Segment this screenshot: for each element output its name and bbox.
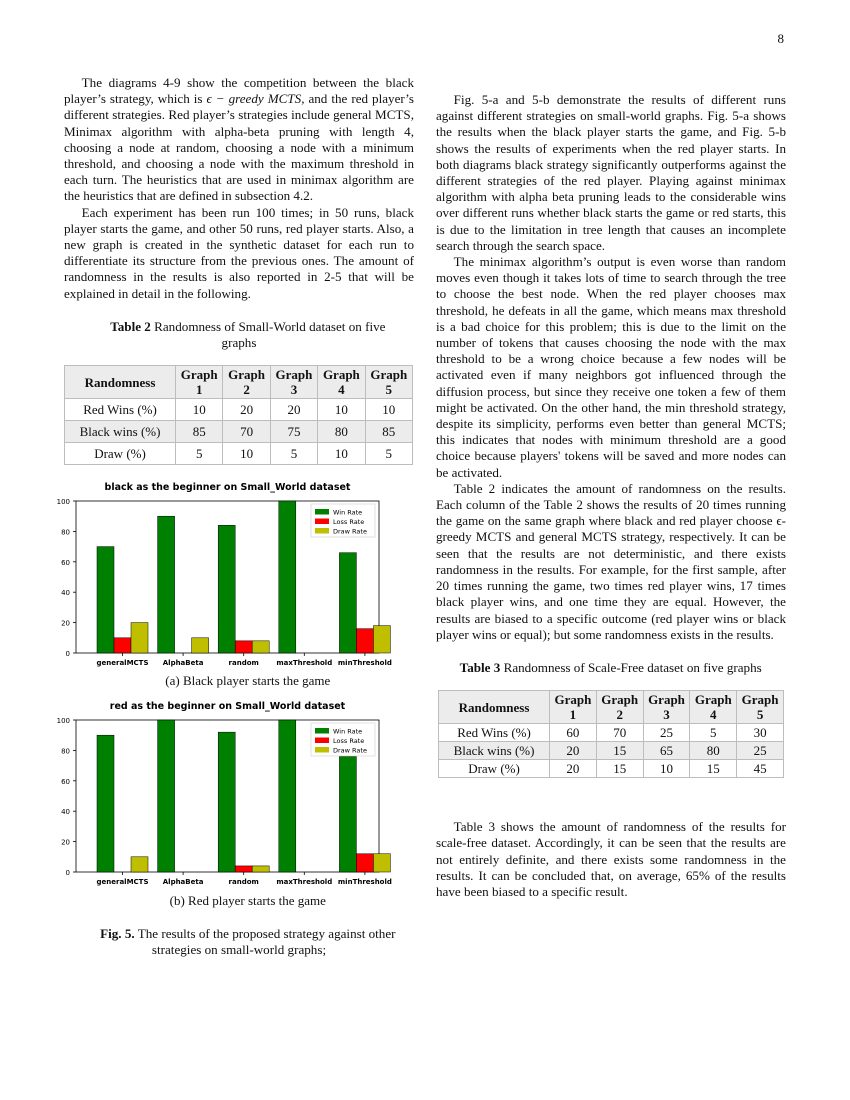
bar-win-rate (97, 736, 114, 873)
table-cell: 30 (737, 724, 784, 742)
table-cell: 85 (176, 421, 223, 443)
table-cell: 10 (318, 443, 365, 465)
bar-draw-rate (373, 854, 390, 872)
right-paragraph-4: Table 3 shows the amount of randomness of the results for scale-free dataset. Accordingly, it can be seen that the results are not entirely definite, and there exists some randomness in the results. It can be concluded that, on average, 65% of the results have been biased to a specific result. (436, 819, 786, 899)
table-row (65, 443, 413, 465)
x-tick-label: generalMCTS (96, 659, 149, 668)
bar-win-rate (279, 501, 296, 653)
table-header-row (439, 691, 784, 724)
bar-draw-rate (131, 623, 148, 653)
legend-label: Draw Rate (333, 527, 367, 536)
table-cell: Black wins (%) (439, 742, 550, 760)
bar-win-rate (279, 720, 296, 872)
table-cell: 25 (643, 724, 690, 742)
table-cell: 15 (690, 760, 737, 778)
x-tick-label: AlphaBeta (162, 878, 204, 887)
legend-label: Win Rate (333, 727, 363, 736)
bar-win-rate (158, 516, 175, 653)
legend-label: Draw Rate (333, 746, 367, 755)
y-tick-label: 20 (61, 839, 70, 848)
table3-caption-text: Randomness of Scale-Free dataset on five graphs (500, 659, 762, 675)
table-cell: 70 (223, 421, 270, 443)
table-cell: 10 (223, 443, 270, 465)
table-cell: 15 (596, 760, 643, 778)
legend-swatch (315, 728, 329, 734)
table-cell: 75 (270, 421, 317, 443)
table-row (439, 760, 784, 778)
table-header-cell: Graph 4 (690, 691, 737, 724)
legend-swatch (315, 738, 329, 744)
x-tick-label: maxThreshold (276, 659, 333, 668)
left-paragraph-1 (64, 75, 414, 205)
x-tick-label: minThreshold (337, 659, 392, 668)
left-paragraph-2: Each experiment has been run 100 times; in 50 runs, black player starts the game, and other 50 runs, red player starts. Also, a new graph is created in the synthetic dataset for each run to differentiate its structure from the previous ones. The amount of randomness in the results is also reported in 2-5 that will be explained in detail in the following. (64, 204, 414, 301)
table-header-cell: Graph 3 (643, 691, 690, 724)
table-header-cell: Randomness (439, 691, 550, 724)
x-tick-label: generalMCTS (96, 878, 149, 887)
table-cell: 20 (270, 399, 317, 421)
figure5-caption (64, 926, 414, 958)
epsilon-greedy-math: ϵ − greedy MCTS (206, 91, 302, 107)
y-tick-label: 40 (61, 808, 70, 817)
table-cell: 80 (318, 421, 365, 443)
legend-swatch (315, 509, 329, 515)
table-header-cell: Graph 3 (270, 366, 317, 399)
bar-win-rate (158, 720, 175, 872)
figure-b-caption: (b) Red player starts the game (169, 893, 326, 909)
right-paragraph-3: Table 2 indicates the amount of randomness on the results. Each column of the Table 2 shows the results of 20 times running the game on the same graph where black and red player choose ϵ-greedy MCTS and general MCTS strategy, respectively. It can be seen that the results are not deterministic, and there exists randomness in the results. For example, for the first sample, after 20 times running the game, two times red player wins, 17 times black player wins, and one time they are equal. However, the results are biased to a specific outcome (red player wins or black player wins or equal); but some randomness exists in the results. (436, 480, 786, 642)
table-cell: 45 (737, 760, 784, 778)
table-cell: 60 (550, 724, 597, 742)
table-cell: 25 (737, 742, 784, 760)
table-cell: 10 (318, 399, 365, 421)
bar-win-rate (339, 553, 356, 653)
table-row (65, 421, 413, 443)
chart-red-beginner (34, 698, 392, 893)
table-header-cell: Randomness (65, 366, 176, 399)
bar-draw-rate (131, 857, 148, 872)
y-tick-label: 80 (61, 747, 70, 756)
y-tick-label: 80 (61, 528, 70, 537)
right-paragraph-2: The minimax algorithm’s output is even worse than random moves even though it takes lots of time to search through the tree to choose the best node. When the red player chooses max threshold, he defeats in all the game, which means max threshold is a bad choice for this problem; this is due to the limit on the number of tokens that causes choosing the node with the max threshold to be a wrong choice because a few nodes will be activated even if many neighbors got influenced through the diffusion process, but since they receive one token a few of them might be activated. On the other hand, the min threshold strategy, despite its simplicity, performs even better than general MCTS; this indicates that nodes with minimum threshold are a good choice because players' tokens will be saved and more nodes can be activated. (436, 254, 786, 480)
chart-black-beginner (34, 479, 392, 674)
page-number: 8 (777, 31, 784, 46)
y-tick-label: 100 (56, 717, 70, 726)
table-header-cell: Graph 5 (365, 366, 412, 399)
table3-label: Table 3 (459, 659, 501, 675)
table-cell: 20 (550, 760, 597, 778)
left-column (56, 75, 414, 958)
legend-label: Loss Rate (333, 737, 365, 746)
table2-label: Table 2 (110, 318, 151, 334)
x-tick-label: maxThreshold (276, 878, 333, 887)
table-cell: Black wins (%) (65, 421, 176, 443)
table-row (65, 399, 413, 421)
bar-draw-rate (373, 626, 390, 653)
table-cell: 65 (643, 742, 690, 760)
y-tick-label: 40 (61, 589, 70, 598)
bar-loss-rate (356, 629, 373, 653)
figure5-caption-text: The results of the proposed strategy against other strategies on small-world graphs; (134, 925, 396, 957)
x-tick-label: minThreshold (337, 878, 392, 887)
table-cell: 20 (550, 742, 597, 760)
table-header-row (65, 366, 413, 399)
table3-caption (436, 660, 786, 676)
bar-draw-rate (252, 641, 269, 653)
x-tick-label: AlphaBeta (162, 659, 204, 668)
legend-swatch (315, 747, 329, 753)
table-cell: 20 (223, 399, 270, 421)
table-row (439, 724, 784, 742)
table-header-cell: Graph 2 (223, 366, 270, 399)
table-cell: 5 (176, 443, 223, 465)
table-cell: 80 (690, 742, 737, 760)
table-cell: Draw (%) (439, 760, 550, 778)
y-tick-label: 0 (65, 650, 70, 659)
x-tick-label: random (228, 659, 259, 668)
bar-loss-rate (235, 641, 252, 653)
bar-win-rate (218, 526, 235, 654)
bar-loss-rate (114, 638, 131, 653)
text-run: The diagrams 4-9 show the competition between the black player’s strategy, which is (64, 75, 414, 107)
table-cell: 5 (270, 443, 317, 465)
legend-label: Win Rate (333, 508, 363, 517)
table-header-cell: Graph 2 (596, 691, 643, 724)
chart-title: black as the beginner on Small_World dataset (104, 482, 351, 494)
y-tick-label: 60 (61, 778, 70, 787)
bar-draw-rate (252, 866, 269, 872)
legend-swatch (315, 519, 329, 525)
y-tick-label: 0 (65, 869, 70, 878)
table-cell: 5 (690, 724, 737, 742)
y-tick-label: 20 (61, 619, 70, 628)
legend-label: Loss Rate (333, 518, 365, 527)
table-cell: 70 (596, 724, 643, 742)
x-tick-label: random (228, 878, 259, 887)
figure5-label: Fig. 5. (100, 925, 135, 941)
table-cell: 10 (365, 399, 412, 421)
bar-draw-rate (192, 638, 209, 653)
figure-a-caption: (a) Black player starts the game (165, 673, 331, 689)
table-cell: Red Wins (%) (65, 399, 176, 421)
right-paragraph-1: Fig. 5-a and 5-b demonstrate the results of different runs against different strategies on small-world graphs. Fig. 5-a shows the results when the black player starts the game, and Fig. 5-b shows the results of experiments when the red player starts. In both diagrams black strategy significantly outperforms against the different strategies of the red player. Playing against minimax algorithm with alpha beta pruning leads to the considerable wins over different runs whether black starts the game or red starts, this is due to the limitation in tree length that causes an incomplete search through the search space. (436, 92, 786, 253)
table-cell: 10 (176, 399, 223, 421)
bar-win-rate (339, 757, 356, 873)
table-header-cell: Graph 5 (737, 691, 784, 724)
bar-win-rate (97, 547, 114, 653)
right-column (436, 92, 786, 900)
table3 (438, 690, 784, 778)
table-cell: Draw (%) (65, 443, 176, 465)
chart-title: red as the beginner on Small_World dataset (109, 701, 346, 713)
table2-caption (64, 319, 414, 351)
table-cell: 5 (365, 443, 412, 465)
table-header-cell: Graph 4 (318, 366, 365, 399)
legend-swatch (315, 528, 329, 534)
table2 (64, 365, 413, 465)
y-tick-label: 100 (56, 498, 70, 507)
bar-loss-rate (356, 854, 373, 872)
table-cell: Red Wins (%) (439, 724, 550, 742)
table-cell: 15 (596, 742, 643, 760)
bar-loss-rate (235, 866, 252, 872)
table-row (439, 742, 784, 760)
table-header-cell: Graph 1 (176, 366, 223, 399)
table-cell: 10 (643, 760, 690, 778)
text-run: , and the red player’s different strategies. Red player’s strategies include general MCTS, Minimax algorithm with alpha-beta pruning with length 4, choosing a node at random, choosing a node with a minimum threshold, and choosing a node with the maximum threshold in each turn. The heuristics that are used in minimax algorithm are the heuristics that are defined in subsection 4.2. (64, 91, 414, 204)
table-cell: 85 (365, 421, 412, 443)
y-tick-label: 60 (61, 559, 70, 568)
table-header-cell: Graph 1 (550, 691, 597, 724)
bar-win-rate (218, 733, 235, 873)
table2-caption-text: Randomness of Small-World dataset on five graphs (150, 318, 386, 351)
